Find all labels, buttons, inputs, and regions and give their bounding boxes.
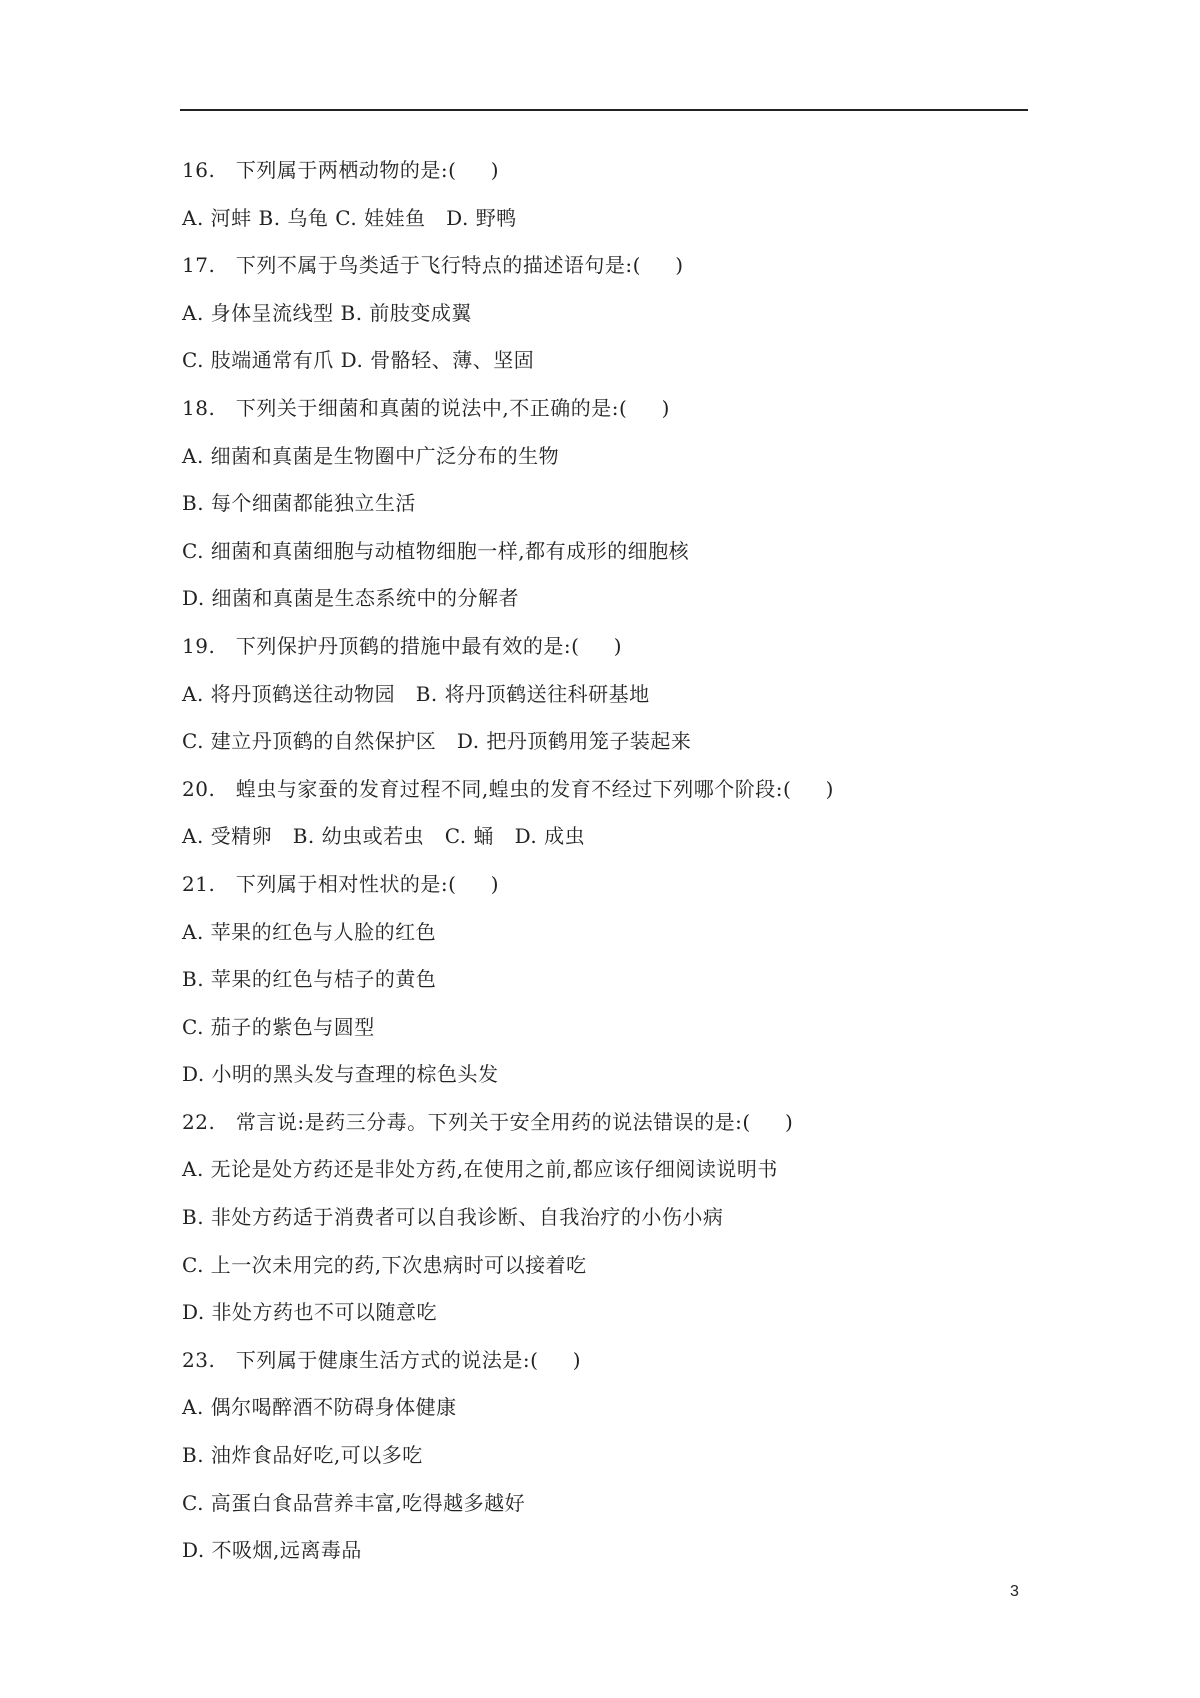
question-22-option-d: D. 非处方药也不可以随意吃 [182,1300,438,1325]
question-21: 21. 下列属于相对性状的是:( ) [182,871,500,896]
question-19-options-ab: A. 将丹顶鹤送往动物园 B. 将丹顶鹤送往科研基地 [182,681,650,706]
question-16-options: A. 河蚌 B. 乌龟 C. 娃娃鱼 D. 野鸭 [182,205,517,230]
question-18-option-a: A. 细菌和真菌是生物圈中广泛分布的生物 [182,443,560,468]
question-list [182,150,1022,1578]
question-23-option-b: B. 油炸食品好吃,可以多吃 [182,1443,423,1468]
page-number: 3 [1010,1583,1019,1600]
question-23-option-c: C. 高蛋白食品营养丰富,吃得越多越好 [182,1490,526,1515]
question-17-options-ab: A. 身体呈流线型 B. 前肢变成翼 [182,300,472,325]
question-23-option-a: A. 偶尔喝醉酒不防碍身体健康 [182,1395,457,1420]
question-19-options-cd: C. 建立丹顶鹤的自然保护区 D. 把丹顶鹤用笼子装起来 [182,729,692,754]
question-23-option-d: D. 不吸烟,远离毒品 [182,1538,362,1563]
question-21-option-a: A. 苹果的红色与人脸的红色 [182,919,437,944]
question-21-option-d: D. 小明的黑头发与查理的棕色头发 [182,1062,499,1087]
question-20: 20. 蝗虫与家蚕的发育过程不同,蝗虫的发育不经过下列哪个阶段:( ) [182,776,834,801]
question-19: 19. 下列保护丹顶鹤的措施中最有效的是:( ) [182,633,623,658]
question-17: 17. 下列不属于鸟类适于飞行特点的描述语句是:( ) [182,253,684,278]
question-23: 23. 下列属于健康生活方式的说法是:( ) [182,1347,582,1372]
question-21-option-c: C. 茄子的紫色与圆型 [182,1014,375,1039]
question-21-option-b: B. 苹果的红色与桔子的黄色 [182,967,437,992]
question-22: 22. 常言说:是药三分毒。下列关于安全用药的说法错误的是:( ) [182,1109,794,1134]
question-17-options-cd: C. 肢端通常有爪 D. 骨骼轻、薄、坚固 [182,348,535,373]
question-18: 18. 下列关于细菌和真菌的说法中,不正确的是:( ) [182,395,670,420]
question-18-option-d: D. 细菌和真菌是生态系统中的分解者 [182,586,520,611]
question-22-option-c: C. 上一次未用完的药,下次患病时可以接着吃 [182,1252,587,1277]
question-20-options: A. 受精卵 B. 幼虫或若虫 C. 蛹 D. 成虫 [182,824,586,849]
question-16: 16. 下列属于两栖动物的是:( ) [182,158,500,182]
question-18-option-b: B. 每个细菌都能独立生活 [182,491,416,516]
question-18-option-c: C. 细菌和真菌细胞与动植物细胞一样,都有成形的细胞核 [182,538,690,563]
header-rule [180,109,1028,111]
question-22-option-a: A. 无论是处方药还是非处方药,在使用之前,都应该仔细阅读说明书 [182,1157,778,1182]
question-22-option-b: B. 非处方药适于消费者可以自我诊断、自我治疗的小伤小病 [182,1205,724,1230]
